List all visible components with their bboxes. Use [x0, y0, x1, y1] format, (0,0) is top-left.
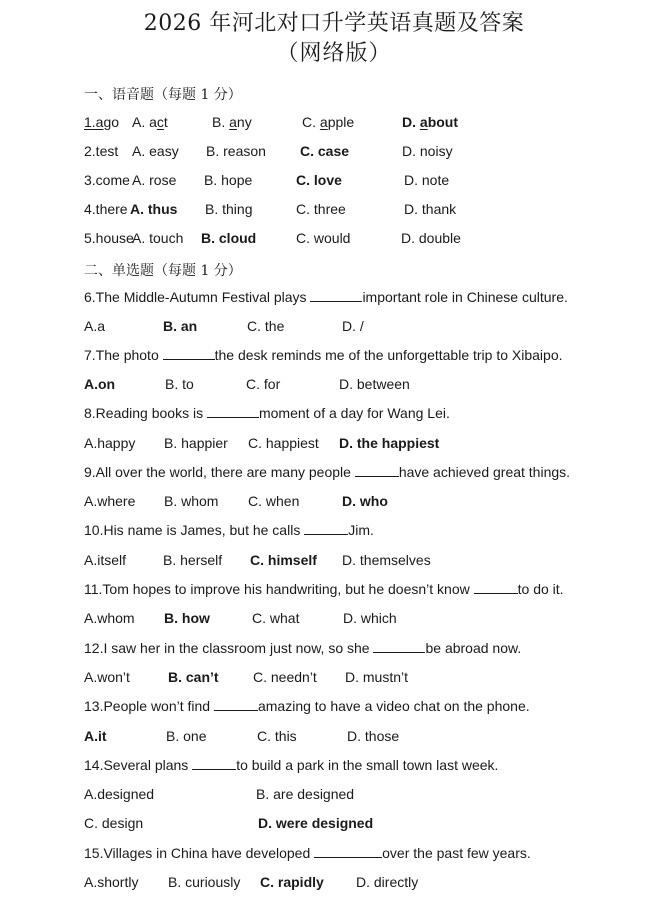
options-row: [0, 493, 668, 513]
option-c: C. three: [296, 201, 346, 217]
answer-blank: [304, 522, 348, 535]
option-c: C. the: [247, 318, 285, 334]
option-a-answer: A.on: [84, 376, 116, 392]
option-a: A.happy: [84, 435, 136, 451]
question-stem: 11.Tom hopes to improve his handwriting, but he doesn’t know to do it.: [84, 581, 564, 597]
answer-blank: [163, 347, 215, 360]
option-d-answer: D. about: [402, 114, 459, 130]
option-d-answer: D. were designed: [258, 815, 374, 831]
answer-blank: [207, 405, 259, 418]
option-d: D. directly: [356, 874, 419, 890]
question-stem: 15.Villages in China have developed over the past few years.: [84, 845, 531, 861]
option-b: B. reason: [206, 143, 266, 159]
option-c: C. would: [296, 230, 351, 246]
option-c-answer: C. love: [296, 172, 342, 188]
option-c: C. happiest: [248, 435, 319, 451]
option-d: D. /: [342, 318, 364, 334]
option-b: B. any: [212, 114, 252, 130]
answer-blank: [373, 640, 425, 653]
option-c: C. for: [246, 376, 281, 392]
option-a: A.a: [84, 318, 106, 334]
option-d: D. note: [404, 172, 450, 188]
option-d-answer: D. the happiest: [339, 435, 440, 451]
options-row: [0, 874, 668, 894]
options-row: [0, 815, 668, 835]
answer-blank: [192, 757, 236, 770]
option-d: D. thank: [404, 201, 457, 217]
option-c-answer: C. rapidly: [260, 874, 324, 890]
section-heading-single-choice: 二、单选题（每题 1 分）: [84, 263, 242, 279]
option-d: D. noisy: [402, 143, 453, 159]
option-d: D. between: [339, 376, 410, 392]
option-d: D. mustn’t: [345, 669, 409, 685]
option-a: A. act: [132, 114, 168, 130]
answer-blank: [314, 845, 382, 858]
option-c-answer: C. case: [300, 143, 350, 159]
option-d: D. double: [401, 230, 461, 246]
option-d: D. which: [343, 610, 397, 626]
phonetics-row: [0, 201, 668, 221]
question-stem: 9.All over the world, there are many people have achieved great things.: [84, 464, 571, 480]
options-row: [0, 318, 668, 338]
option-c: C. this: [257, 728, 297, 744]
option-a: A.won’t: [84, 669, 130, 685]
question-stem: 7.The photo the desk reminds me of the unforgettable trip to Xibaipo.: [84, 347, 563, 363]
option-b-answer: B. can’t: [168, 669, 219, 685]
phonetics-word: 5.house: [84, 230, 134, 246]
option-a: A.itself: [84, 552, 127, 568]
option-c: C. needn’t: [253, 669, 317, 685]
option-a: A.where: [84, 493, 136, 509]
option-a-answer: A.it: [84, 728, 107, 744]
option-b: B. herself: [163, 552, 223, 568]
phonetics-row: [0, 230, 668, 250]
options-row: [0, 376, 668, 396]
question-stem: 14.Several plans to build a park in the small town last week.: [84, 757, 499, 773]
phonetics-word: 3.come: [84, 172, 130, 188]
question-stem: 6.The Middle-Autumn Festival plays important role in Chinese culture.: [84, 289, 568, 305]
phonetics-word: 1.ago: [84, 114, 120, 130]
option-c-answer: C. himself: [250, 552, 317, 568]
options-row: [0, 610, 668, 630]
option-b: B. are designed: [256, 786, 355, 802]
option-b: B. thing: [205, 201, 253, 217]
section-heading-phonetics: 一、语音题（每题 1 分）: [84, 87, 242, 103]
answer-blank: [310, 289, 362, 302]
option-a: A. rose: [132, 172, 177, 188]
option-c: C. apple: [302, 114, 355, 130]
option-c: C. design: [84, 815, 144, 831]
question-stem: 8.Reading books is moment of a day for Wang Lei.: [84, 405, 450, 421]
option-b-answer: B. how: [164, 610, 210, 626]
option-a: A. easy: [132, 143, 179, 159]
page-subtitle: （网络版）: [276, 41, 392, 66]
page-title: 2026 年河北对口升学英语真题及答案: [143, 11, 525, 36]
options-row: [0, 435, 668, 455]
question-stem: 12.I saw her in the classroom just now, so she be abroad now.: [84, 640, 522, 656]
option-c: C. what: [252, 610, 300, 626]
option-b: B. curiously: [168, 874, 241, 890]
option-d: D. themselves: [342, 552, 431, 568]
option-b: B. hope: [204, 172, 253, 188]
option-a: A.shortly: [84, 874, 139, 890]
option-a: A. touch: [132, 230, 184, 246]
phonetics-row: [0, 143, 668, 163]
option-b: B. to: [165, 376, 194, 392]
question-stem: 13.People won’t find amazing to have a video chat on the phone.: [84, 698, 530, 714]
options-row: [0, 669, 668, 689]
option-b: B. one: [166, 728, 207, 744]
option-d: D. those: [347, 728, 400, 744]
options-row: [0, 552, 668, 572]
option-a-answer: A. thus: [130, 201, 178, 217]
answer-blank: [214, 698, 258, 711]
option-c: C. when: [248, 493, 300, 509]
answer-blank: [474, 581, 518, 594]
options-row: [0, 728, 668, 748]
option-b: B. whom: [164, 493, 219, 509]
options-row: [0, 786, 668, 806]
question-stem: 10.His name is James, but he calls Jim.: [84, 522, 374, 538]
option-b-answer: B. an: [163, 318, 198, 334]
phonetics-word: 4.there: [84, 201, 128, 217]
answer-blank: [355, 464, 399, 477]
phonetics-word: 2.test: [84, 143, 119, 159]
option-a: A.whom: [84, 610, 135, 626]
option-b: B. happier: [164, 435, 228, 451]
phonetics-row: [0, 172, 668, 192]
option-d-answer: D. who: [342, 493, 388, 509]
phonetics-row: [0, 114, 668, 134]
option-b-answer: B. cloud: [201, 230, 257, 246]
option-a: A.designed: [84, 786, 155, 802]
